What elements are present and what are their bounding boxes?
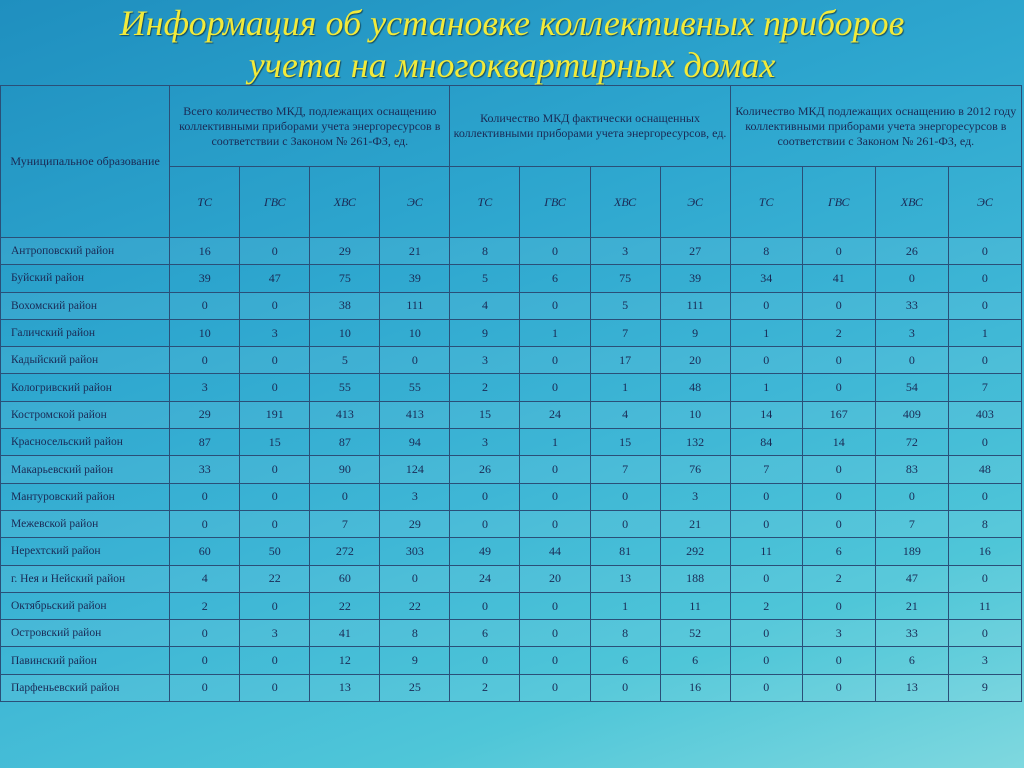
municipality-name: Макарьевский район xyxy=(1,456,170,483)
value-cell: 0 xyxy=(948,483,1021,510)
value-cell: 0 xyxy=(520,510,590,537)
value-cell: 6 xyxy=(802,538,875,565)
subheader-cell: ТС xyxy=(730,167,802,238)
value-cell: 0 xyxy=(520,347,590,374)
value-cell: 0 xyxy=(520,620,590,647)
value-cell: 0 xyxy=(240,510,310,537)
value-cell: 0 xyxy=(948,429,1021,456)
value-cell: 11 xyxy=(730,538,802,565)
value-cell: 0 xyxy=(590,483,660,510)
value-cell: 0 xyxy=(730,565,802,592)
value-cell: 13 xyxy=(590,565,660,592)
value-cell: 20 xyxy=(520,565,590,592)
value-cell: 0 xyxy=(802,374,875,401)
table-row xyxy=(1,429,1022,456)
title-line-1: Информация об установке коллективных приборов xyxy=(119,3,905,43)
value-cell: 2 xyxy=(730,592,802,619)
value-cell: 3 xyxy=(948,647,1021,674)
value-cell: 0 xyxy=(802,674,875,701)
value-cell: 0 xyxy=(170,620,240,647)
value-cell: 10 xyxy=(310,319,380,346)
value-cell: 0 xyxy=(730,483,802,510)
value-cell: 0 xyxy=(802,292,875,319)
table-row xyxy=(1,620,1022,647)
value-cell: 124 xyxy=(380,456,450,483)
value-cell: 83 xyxy=(875,456,948,483)
value-cell: 0 xyxy=(520,483,590,510)
value-cell: 94 xyxy=(380,429,450,456)
value-cell: 1 xyxy=(590,374,660,401)
value-cell: 5 xyxy=(450,265,520,292)
value-cell: 29 xyxy=(380,510,450,537)
value-cell: 17 xyxy=(590,347,660,374)
value-cell: 1 xyxy=(520,319,590,346)
value-cell: 14 xyxy=(802,429,875,456)
value-cell: 7 xyxy=(590,319,660,346)
value-cell: 50 xyxy=(240,538,310,565)
value-cell: 0 xyxy=(875,347,948,374)
value-cell: 292 xyxy=(660,538,730,565)
value-cell: 7 xyxy=(590,456,660,483)
value-cell: 188 xyxy=(660,565,730,592)
value-cell: 0 xyxy=(170,647,240,674)
value-cell: 48 xyxy=(660,374,730,401)
value-cell: 0 xyxy=(520,592,590,619)
municipality-name: Галичский район xyxy=(1,319,170,346)
value-cell: 303 xyxy=(380,538,450,565)
value-cell: 39 xyxy=(170,265,240,292)
value-cell: 8 xyxy=(380,620,450,647)
municipality-name: Парфеньевский район xyxy=(1,674,170,701)
value-cell: 272 xyxy=(310,538,380,565)
value-cell: 29 xyxy=(310,238,380,265)
value-cell: 0 xyxy=(875,483,948,510)
value-cell: 0 xyxy=(520,647,590,674)
value-cell: 0 xyxy=(450,592,520,619)
value-cell: 15 xyxy=(240,429,310,456)
value-cell: 0 xyxy=(240,674,310,701)
value-cell: 26 xyxy=(875,238,948,265)
value-cell: 25 xyxy=(380,674,450,701)
value-cell: 4 xyxy=(170,565,240,592)
value-cell: 0 xyxy=(380,565,450,592)
value-cell: 39 xyxy=(380,265,450,292)
value-cell: 3 xyxy=(380,483,450,510)
value-cell: 16 xyxy=(660,674,730,701)
value-cell: 1 xyxy=(520,429,590,456)
value-cell: 0 xyxy=(730,510,802,537)
value-cell: 7 xyxy=(948,374,1021,401)
table-row xyxy=(1,265,1022,292)
value-cell: 0 xyxy=(170,674,240,701)
value-cell: 55 xyxy=(310,374,380,401)
table-row xyxy=(1,347,1022,374)
value-cell: 0 xyxy=(450,647,520,674)
value-cell: 11 xyxy=(660,592,730,619)
value-cell: 9 xyxy=(660,319,730,346)
municipality-name: Октябрьский район xyxy=(1,592,170,619)
value-cell: 191 xyxy=(240,401,310,428)
value-cell: 15 xyxy=(590,429,660,456)
table-row xyxy=(1,538,1022,565)
value-cell: 39 xyxy=(660,265,730,292)
value-cell: 0 xyxy=(948,238,1021,265)
value-cell: 22 xyxy=(240,565,310,592)
value-cell: 5 xyxy=(310,347,380,374)
value-cell: 0 xyxy=(948,292,1021,319)
municipality-name: Островский район xyxy=(1,620,170,647)
value-cell: 55 xyxy=(380,374,450,401)
value-cell: 2 xyxy=(450,674,520,701)
value-cell: 3 xyxy=(450,347,520,374)
value-cell: 9 xyxy=(450,319,520,346)
table-row xyxy=(1,510,1022,537)
group-header-equipped: Количество МКД фактически оснащенных коллективными приборами учета энергоресурсов, ед. xyxy=(450,86,730,167)
value-cell: 14 xyxy=(730,401,802,428)
subheader-cell: ГВС xyxy=(240,167,310,238)
value-cell: 0 xyxy=(520,292,590,319)
value-cell: 111 xyxy=(660,292,730,319)
value-cell: 0 xyxy=(802,647,875,674)
value-cell: 3 xyxy=(802,620,875,647)
value-cell: 0 xyxy=(240,456,310,483)
value-cell: 47 xyxy=(240,265,310,292)
value-cell: 29 xyxy=(170,401,240,428)
value-cell: 1 xyxy=(590,592,660,619)
value-cell: 0 xyxy=(170,292,240,319)
subheader-cell: ТС xyxy=(170,167,240,238)
value-cell: 7 xyxy=(310,510,380,537)
table-row xyxy=(1,401,1022,428)
table-row xyxy=(1,374,1022,401)
value-cell: 3 xyxy=(240,319,310,346)
title-line-2: учета на многоквартирных домах xyxy=(248,45,776,85)
value-cell: 6 xyxy=(875,647,948,674)
value-cell: 0 xyxy=(380,347,450,374)
value-cell: 0 xyxy=(450,483,520,510)
value-cell: 54 xyxy=(875,374,948,401)
value-cell: 8 xyxy=(730,238,802,265)
municipality-name: Нерехтский район xyxy=(1,538,170,565)
value-cell: 21 xyxy=(380,238,450,265)
value-cell: 413 xyxy=(310,401,380,428)
value-cell: 47 xyxy=(875,565,948,592)
table-row xyxy=(1,647,1022,674)
value-cell: 0 xyxy=(948,565,1021,592)
value-cell: 16 xyxy=(948,538,1021,565)
table-row xyxy=(1,319,1022,346)
municipality-name: Межевской район xyxy=(1,510,170,537)
value-cell: 12 xyxy=(310,647,380,674)
value-cell: 0 xyxy=(730,647,802,674)
subheader-cell: ЭС xyxy=(660,167,730,238)
subheader-cell: ГВС xyxy=(802,167,875,238)
value-cell: 8 xyxy=(450,238,520,265)
value-cell: 3 xyxy=(450,429,520,456)
table-row xyxy=(1,292,1022,319)
value-cell: 34 xyxy=(730,265,802,292)
value-cell: 403 xyxy=(948,401,1021,428)
value-cell: 6 xyxy=(520,265,590,292)
group-header-total: Всего количество МКД, подлежащих оснащению коллективными приборами учета энергоресурсов в соответствии с Законом № 261-ФЗ, ед. xyxy=(170,86,450,167)
value-cell: 0 xyxy=(590,510,660,537)
municipality-name: Мантуровский район xyxy=(1,483,170,510)
value-cell: 60 xyxy=(310,565,380,592)
value-cell: 0 xyxy=(240,592,310,619)
value-cell: 5 xyxy=(590,292,660,319)
value-cell: 3 xyxy=(240,620,310,647)
subheader-cell: ХВС xyxy=(310,167,380,238)
value-cell: 0 xyxy=(520,238,590,265)
value-cell: 0 xyxy=(240,483,310,510)
value-cell: 0 xyxy=(520,674,590,701)
value-cell: 7 xyxy=(875,510,948,537)
value-cell: 0 xyxy=(240,374,310,401)
value-cell: 0 xyxy=(802,510,875,537)
municipality-header: Муниципальное образование xyxy=(1,86,170,238)
value-cell: 0 xyxy=(875,265,948,292)
value-cell: 49 xyxy=(450,538,520,565)
table-row xyxy=(1,592,1022,619)
value-cell: 0 xyxy=(730,674,802,701)
value-cell: 41 xyxy=(310,620,380,647)
slide-title xyxy=(0,2,1024,86)
value-cell: 0 xyxy=(450,510,520,537)
value-cell: 0 xyxy=(240,292,310,319)
value-cell: 1 xyxy=(730,319,802,346)
municipality-name: Павинский район xyxy=(1,647,170,674)
subheader-cell: ГВС xyxy=(520,167,590,238)
value-cell: 0 xyxy=(802,347,875,374)
value-cell: 10 xyxy=(660,401,730,428)
group-header-2012: Количество МКД подлежащих оснащению в 2012 году коллективными приборами учета энергоресурсов в соответствии с Законом № 261-ФЗ, ед. xyxy=(730,86,1021,167)
value-cell: 3 xyxy=(170,374,240,401)
value-cell: 4 xyxy=(450,292,520,319)
value-cell: 0 xyxy=(948,347,1021,374)
value-cell: 2 xyxy=(450,374,520,401)
subheader-cell: ХВС xyxy=(590,167,660,238)
value-cell: 9 xyxy=(948,674,1021,701)
value-cell: 0 xyxy=(730,620,802,647)
value-cell: 75 xyxy=(310,265,380,292)
value-cell: 15 xyxy=(450,401,520,428)
value-cell: 84 xyxy=(730,429,802,456)
value-cell: 6 xyxy=(450,620,520,647)
value-cell: 22 xyxy=(310,592,380,619)
value-cell: 87 xyxy=(170,429,240,456)
value-cell: 52 xyxy=(660,620,730,647)
value-cell: 26 xyxy=(450,456,520,483)
value-cell: 2 xyxy=(802,565,875,592)
value-cell: 0 xyxy=(520,456,590,483)
table-row xyxy=(1,674,1022,701)
municipality-name: Вохомский район xyxy=(1,292,170,319)
value-cell: 41 xyxy=(802,265,875,292)
value-cell: 27 xyxy=(660,238,730,265)
value-cell: 1 xyxy=(730,374,802,401)
value-cell: 10 xyxy=(170,319,240,346)
value-cell: 0 xyxy=(948,265,1021,292)
table-row xyxy=(1,238,1022,265)
value-cell: 13 xyxy=(310,674,380,701)
value-cell: 0 xyxy=(240,347,310,374)
value-cell: 0 xyxy=(802,238,875,265)
municipality-name: Кадыйский район xyxy=(1,347,170,374)
value-cell: 0 xyxy=(802,592,875,619)
subheader-cell: ХВС xyxy=(875,167,948,238)
value-cell: 11 xyxy=(948,592,1021,619)
value-cell: 72 xyxy=(875,429,948,456)
value-cell: 0 xyxy=(730,347,802,374)
value-cell: 132 xyxy=(660,429,730,456)
value-cell: 1 xyxy=(948,319,1021,346)
value-cell: 10 xyxy=(380,319,450,346)
value-cell: 413 xyxy=(380,401,450,428)
value-cell: 0 xyxy=(310,483,380,510)
value-cell: 9 xyxy=(380,647,450,674)
value-cell: 24 xyxy=(520,401,590,428)
value-cell: 0 xyxy=(240,238,310,265)
table-row xyxy=(1,483,1022,510)
value-cell: 21 xyxy=(875,592,948,619)
value-cell: 0 xyxy=(802,456,875,483)
value-cell: 0 xyxy=(520,374,590,401)
municipality-name: Буйский район xyxy=(1,265,170,292)
value-cell: 167 xyxy=(802,401,875,428)
value-cell: 33 xyxy=(170,456,240,483)
value-cell: 60 xyxy=(170,538,240,565)
value-cell: 0 xyxy=(730,292,802,319)
municipality-name: Красносельский район xyxy=(1,429,170,456)
value-cell: 0 xyxy=(170,510,240,537)
value-cell: 13 xyxy=(875,674,948,701)
value-cell: 4 xyxy=(590,401,660,428)
value-cell: 0 xyxy=(948,620,1021,647)
value-cell: 0 xyxy=(240,647,310,674)
subheader-cell: ЭС xyxy=(948,167,1021,238)
value-cell: 2 xyxy=(802,319,875,346)
municipality-name: Костромской район xyxy=(1,401,170,428)
value-cell: 48 xyxy=(948,456,1021,483)
subheader-cell: ЭС xyxy=(380,167,450,238)
value-cell: 8 xyxy=(948,510,1021,537)
value-cell: 33 xyxy=(875,292,948,319)
value-cell: 81 xyxy=(590,538,660,565)
value-cell: 44 xyxy=(520,538,590,565)
value-cell: 22 xyxy=(380,592,450,619)
value-cell: 0 xyxy=(590,674,660,701)
value-cell: 33 xyxy=(875,620,948,647)
value-cell: 16 xyxy=(170,238,240,265)
table-row xyxy=(1,565,1022,592)
value-cell: 6 xyxy=(660,647,730,674)
municipality-name: Кологривский район xyxy=(1,374,170,401)
value-cell: 38 xyxy=(310,292,380,319)
metering-table xyxy=(0,85,1022,702)
value-cell: 8 xyxy=(590,620,660,647)
value-cell: 21 xyxy=(660,510,730,537)
value-cell: 75 xyxy=(590,265,660,292)
value-cell: 0 xyxy=(802,483,875,510)
value-cell: 7 xyxy=(730,456,802,483)
value-cell: 87 xyxy=(310,429,380,456)
subheader-cell: ТС xyxy=(450,167,520,238)
value-cell: 6 xyxy=(590,647,660,674)
municipality-name: Антроповский район xyxy=(1,238,170,265)
value-cell: 20 xyxy=(660,347,730,374)
value-cell: 189 xyxy=(875,538,948,565)
value-cell: 409 xyxy=(875,401,948,428)
value-cell: 76 xyxy=(660,456,730,483)
value-cell: 3 xyxy=(660,483,730,510)
value-cell: 0 xyxy=(170,483,240,510)
value-cell: 3 xyxy=(590,238,660,265)
value-cell: 2 xyxy=(170,592,240,619)
value-cell: 0 xyxy=(170,347,240,374)
table-row xyxy=(1,456,1022,483)
value-cell: 24 xyxy=(450,565,520,592)
value-cell: 90 xyxy=(310,456,380,483)
municipality-name: г. Нея и Нейский район xyxy=(1,565,170,592)
value-cell: 111 xyxy=(380,292,450,319)
value-cell: 3 xyxy=(875,319,948,346)
